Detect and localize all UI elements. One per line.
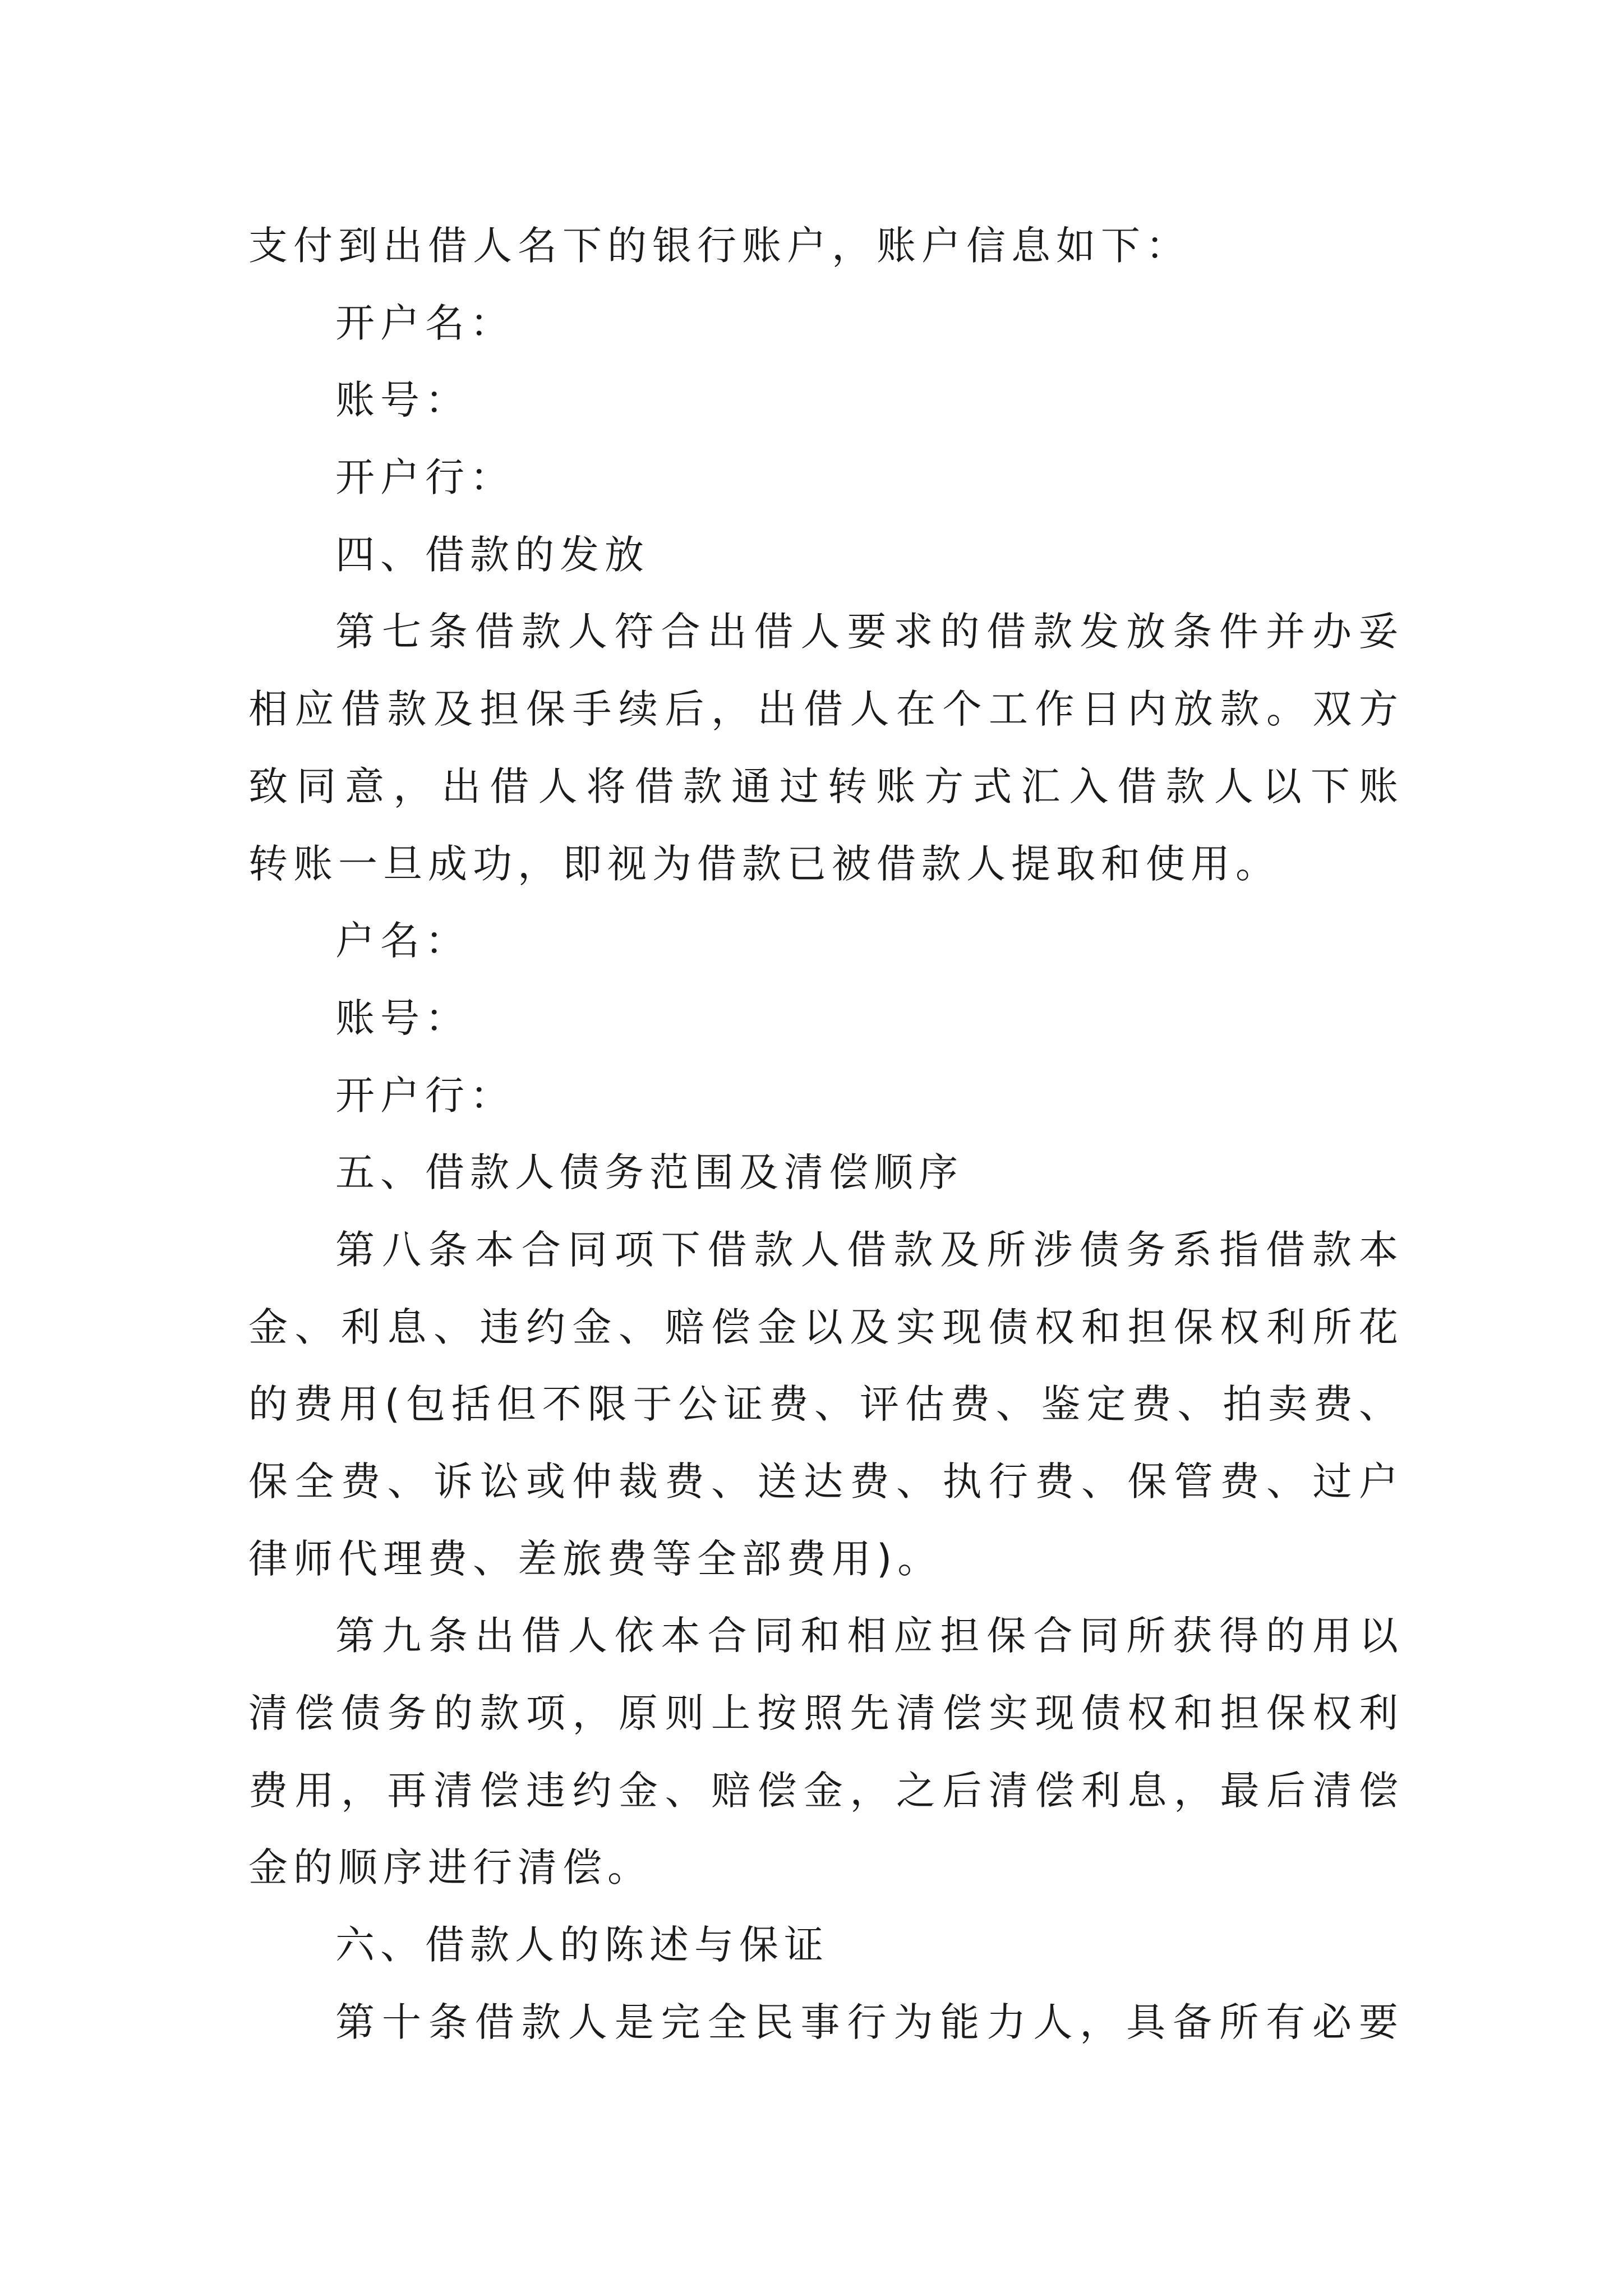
text-line: 转账一旦成功，即视为借款已被借款人提取和使用。 [248, 840, 1280, 887]
text-line: 第十条借款人是完全民事行为能力人，具备所有必要 [335, 1999, 1404, 2045]
document-body [248, 208, 1404, 2062]
account-number-label: 账号： [335, 377, 470, 424]
section-heading: 六、借款人的陈述与保证 [335, 1922, 829, 1968]
section-heading: 四、借款的发放 [335, 531, 649, 578]
text-line: 金、利息、违约金、赔偿金以及实现债权和担保权利所花 [248, 1304, 1404, 1350]
text-line: 金的顺序进行清偿。 [248, 1844, 652, 1891]
text-line: 清偿债务的款项，原则上按照先清偿实现债权和担保权利 [248, 1690, 1404, 1737]
account-name-label: 开户名： [335, 300, 515, 346]
text-line: 费用，再清偿违约金、赔偿金，之后清偿利息，最后清偿 [248, 1767, 1404, 1814]
account-number-label: 账号： [335, 995, 470, 1041]
bank-label: 开户行： [335, 454, 515, 501]
text-line: 的费用(包括但不限于公证费、评估费、鉴定费、拍卖费、 [248, 1381, 1404, 1428]
section-heading: 五、借款人债务范围及清偿顺序 [335, 1149, 963, 1196]
text-line: 致同意，出借人将借款通过转账方式汇入借款人以下账 [248, 763, 1404, 809]
text-line: 支付到出借人名下的银行账户，账户信息如下： [248, 223, 1191, 269]
bank-label: 开户行： [335, 1072, 515, 1119]
text-line: 律师代理费、差旅费等全部费用)。 [248, 1535, 943, 1582]
text-line: 第七条借款人符合出借人要求的借款发放条件并办妥 [335, 609, 1404, 655]
text-line: 第九条出借人依本合同和相应担保合同所获得的用以 [335, 1613, 1404, 1659]
text-line: 保全费、诉讼或仲裁费、送达费、执行费、保管费、过户 [248, 1458, 1404, 1504]
account-name-label: 户名： [335, 918, 470, 964]
text-line: 第八条本合同项下借款人借款及所涉债务系指借款本 [335, 1226, 1404, 1273]
text-line: 相应借款及担保手续后，出借人在个工作日内放款。双方 [248, 686, 1404, 733]
